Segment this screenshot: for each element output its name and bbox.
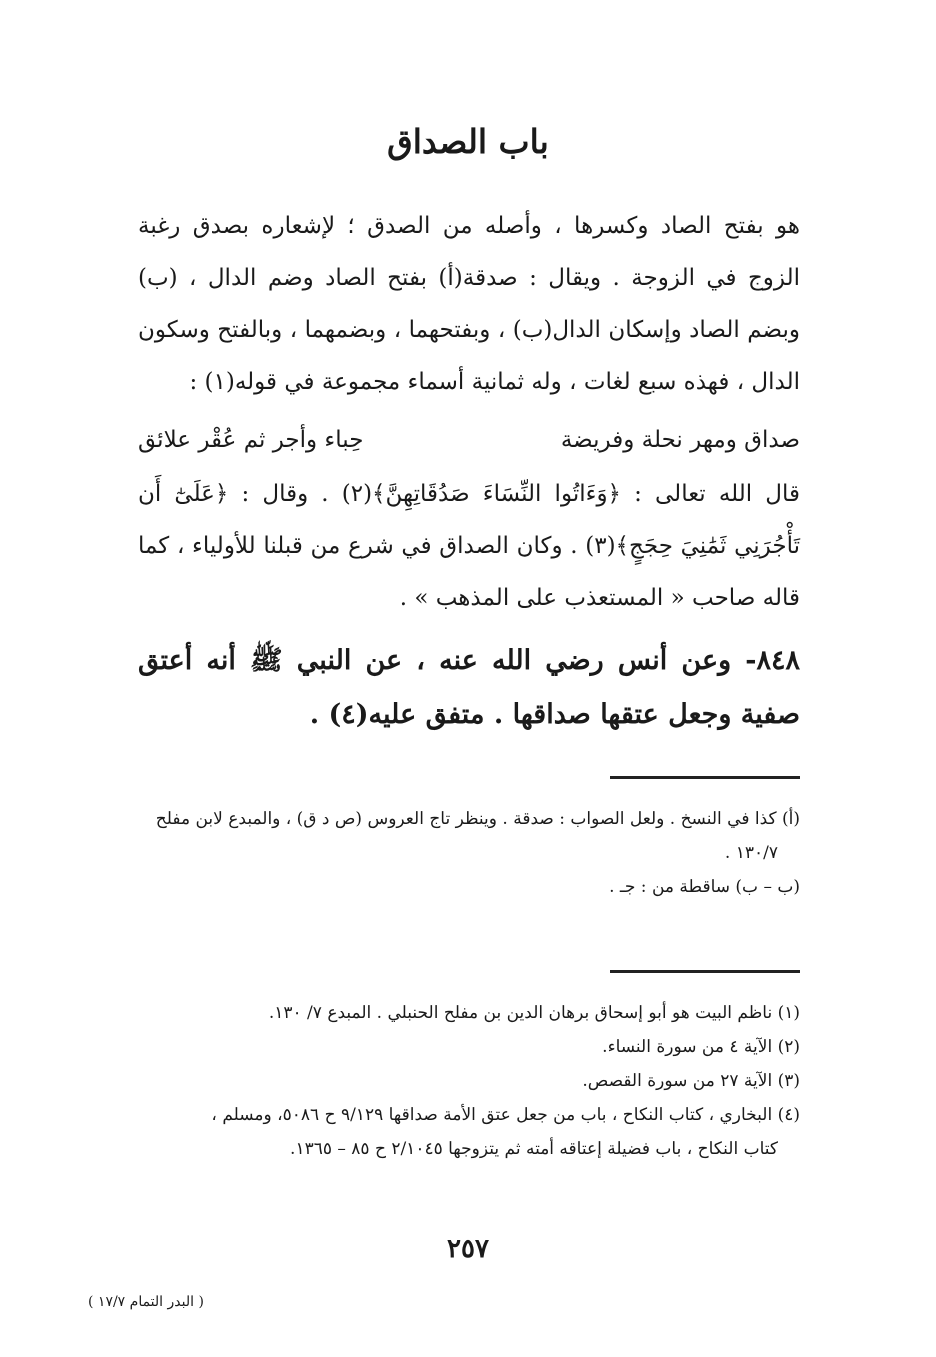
variant-note-text: (أ) كذا في النسخ . ولعل الصواب : صدقة . وينظر تاج العروس (ص د ق) ، والمبدع لابن مفلح bbox=[155, 809, 800, 829]
footnote-divider-references bbox=[610, 970, 800, 973]
chapter-title: باب الصداق bbox=[387, 122, 549, 161]
variant-note bbox=[138, 870, 800, 904]
footnote-text: (١) ناظم البيت هو أبو إسحاق برهان الدين بن مفلح الحنبلي . المبدع ٧/ ١٣٠. bbox=[268, 1003, 800, 1023]
poem-hemistich-second: حِباء وأجر ثم عُقْر علائق bbox=[138, 427, 364, 453]
volume-signature: ( البدر التمام ١٧/٧ ) bbox=[88, 1294, 204, 1310]
variant-note bbox=[138, 802, 800, 870]
variant-notes bbox=[138, 802, 800, 904]
footnote bbox=[138, 1064, 800, 1098]
poem-verse bbox=[138, 414, 800, 466]
poem-hemistich-first: صداق ومهر نحلة وفريضة bbox=[560, 427, 800, 453]
variant-note-continuation: ١٣٠/٧ . bbox=[724, 843, 778, 863]
footnote bbox=[138, 1030, 800, 1064]
footnote-divider-variants bbox=[610, 776, 800, 779]
footnote-text: (٢) الآية ٤ من سورة النساء. bbox=[602, 1037, 800, 1057]
footnote bbox=[138, 996, 800, 1030]
hadith-848: ٨٤٨- وعن أنس رضي الله عنه ، عن النبي ﷺ أنه أعتق صفية وجعل عتقها صداقها . متفق عليه(٤) . bbox=[138, 645, 800, 730]
footnotes bbox=[138, 996, 800, 1166]
footnote bbox=[138, 1098, 800, 1166]
intro-paragraph: هو بفتح الصاد وكسرها ، وأصله من الصدق ؛ لإشعاره بصدق رغبة الزوج في الزوجة . ويقال : صدقة(أ) بفتح الصاد وضم الدال ، (ب) وبضم الصاد وإسكان الدال(ب) ، وبفتحهما ، وبضمهما ، وبالفتح وسكون الدال ، فهذه سبع لغات ، وله ثمانية أسماء مجموعة في قوله(١) : bbox=[138, 213, 800, 395]
footnote-continuation: كتاب النكاح ، باب فضيلة إعتاقه أمته ثم يتزوجها ٢/١٠٤٥ ح ٨٥ – ١٣٦٥. bbox=[290, 1139, 778, 1159]
footnote-text: (٤) البخاري ، كتاب النكاح ، باب من جعل عتق الأمة صداقها ٩/١٢٩ ح ٥٠٨٦، ومسلم ، bbox=[211, 1105, 800, 1125]
variant-note-text: (ب – ب) ساقطة من : جـ . bbox=[609, 877, 800, 897]
page-number: ٢٥٧ bbox=[447, 1234, 489, 1264]
footnote-text: (٣) الآية ٢٧ من سورة القصص. bbox=[582, 1071, 800, 1091]
quran-citation-paragraph: قال الله تعالى : ﴿وَءَاتُوا النِّسَاءَ صَدُقَاتِهِنَّ﴾(٢) . وقال : ﴿عَلَىٰٓ أَن تَأْجُرَنِي ثَمَٰنِيَ حِجَجٍ﴾(٣) . وكان الصداق في شرع من قبلنا للأولياء ، كما قاله صاحب « المستعذب على المذهب » . bbox=[138, 481, 800, 611]
